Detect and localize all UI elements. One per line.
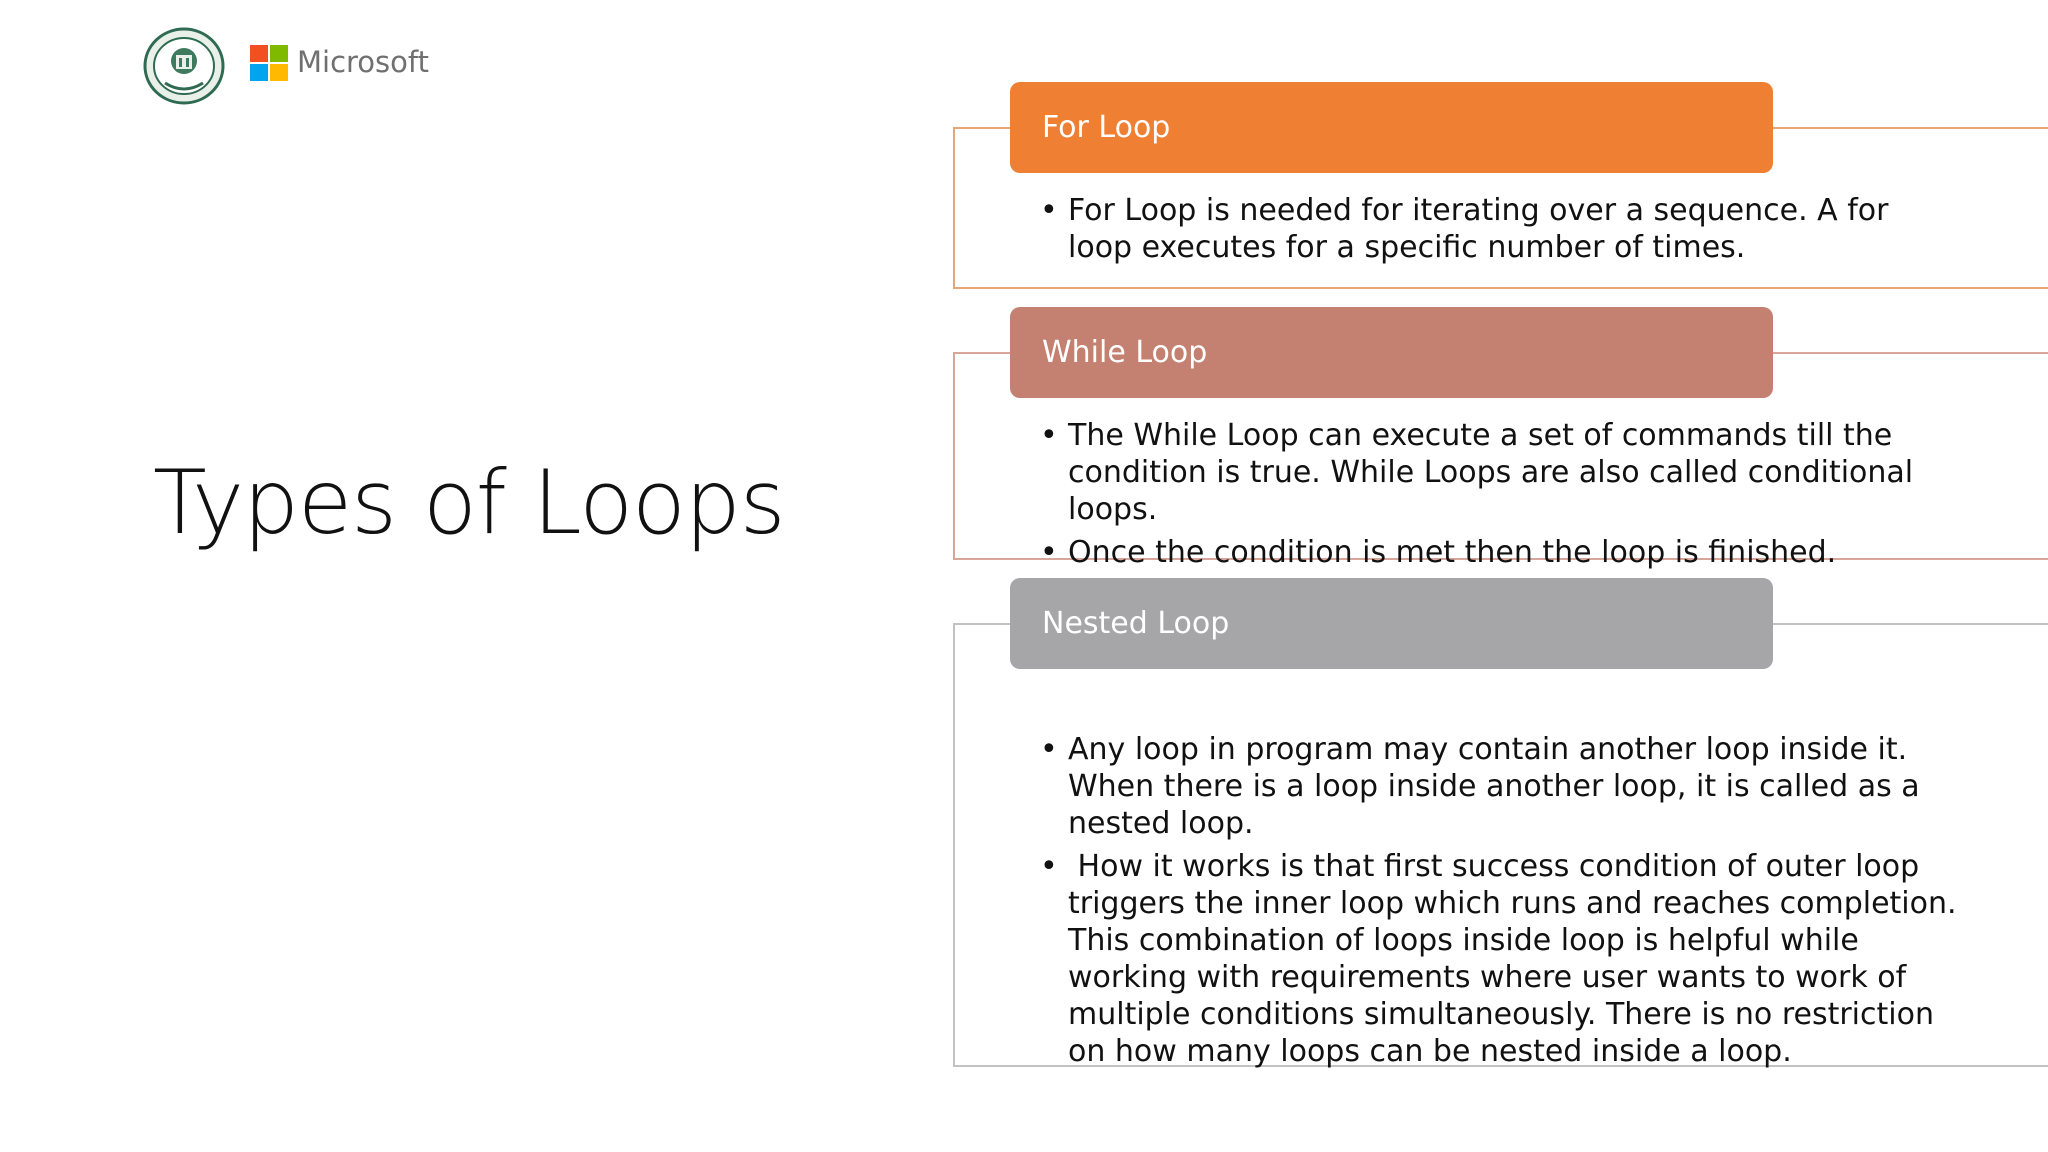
microsoft-wordmark: Microsoft	[297, 45, 429, 79]
list-item: • For Loop is needed for iterating over a sequence. A for loop executes for a specific number of times.	[1040, 192, 1940, 266]
list-item: • Once the condition is met then the loop is finished.	[1040, 534, 1990, 571]
slide-title: Types of Loops	[153, 451, 785, 554]
microsoft-logo-icon	[250, 45, 288, 81]
for-loop-bullets	[1040, 192, 1940, 272]
list-item: • Any loop in program may contain another loop inside it. When there is a loop inside another loop, it is called as a nested loop.	[1040, 731, 1980, 842]
while-loop-bullets	[1040, 417, 1990, 577]
list-item: • The While Loop can execute a set of commands till the condition is true. While Loops are also called conditional loops.	[1040, 417, 1990, 528]
list-item: • How it works is that first success condition of outer loop triggers the inner loop which runs and reaches completion. This combination of loops inside loop is helpful while working with requirements where user wants to work of multiple conditions simultaneously. There is no restriction on how many loops can be nested inside a loop.	[1040, 848, 1980, 1070]
while-loop-heading: While Loop	[1010, 307, 1773, 398]
for-loop-heading: For Loop	[1010, 82, 1773, 173]
cbse-seal-icon	[143, 27, 225, 105]
nested-loop-heading: Nested Loop	[1010, 578, 1773, 669]
nested-loop-bullets	[1040, 731, 1980, 1076]
